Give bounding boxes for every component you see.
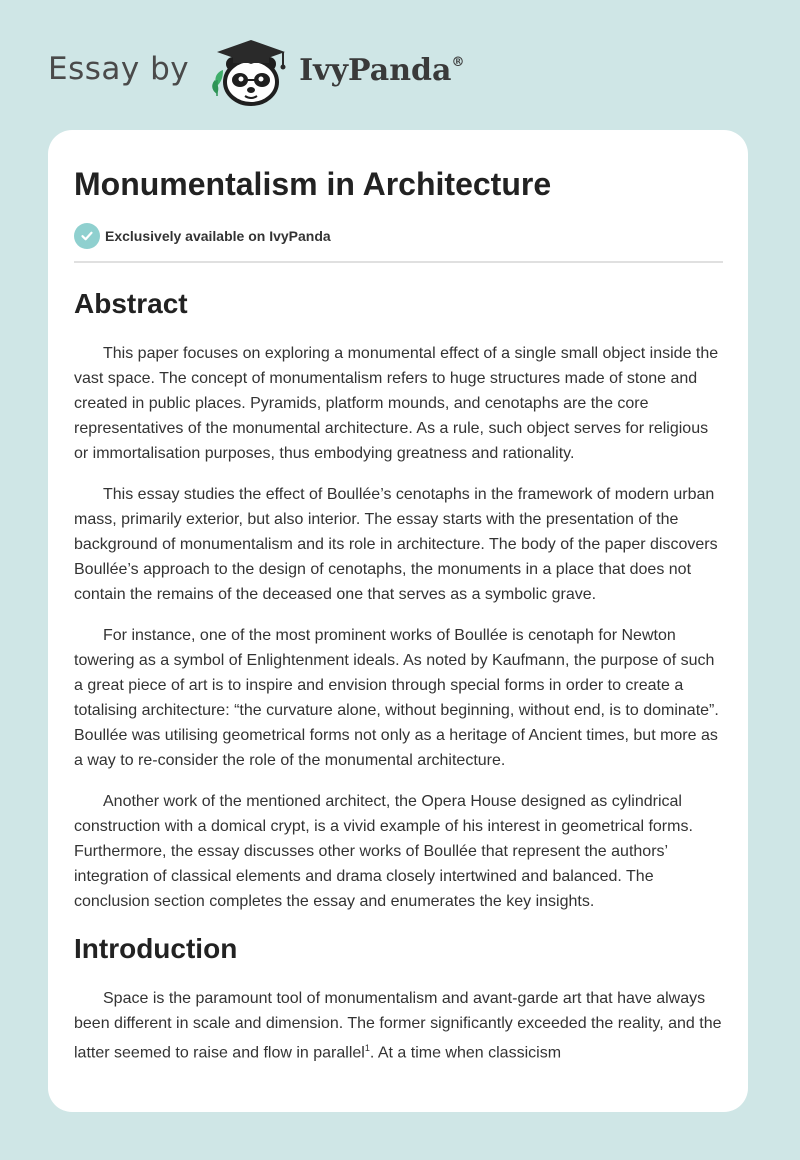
paragraph xyxy=(74,986,723,1065)
paragraph: This paper focuses on exploring a monumental effect of a single small object inside the vast space. The concept of monumentalism refers to huge structures made of stone and created in public places. Pyramids, platform mounds, and cenotaphs are the core representatives of the monumental architecture. As a rule, such object serves for religious or immortalisation purposes, thus embodying greatness and rationality. xyxy=(74,345,719,462)
paragraph: This essay studies the effect of Boullée’s cenotaphs in the framework of modern urban mass, primarily exterior, but also interior. The essay starts with the presentation of the background of monumentalism and its role in architecture. The body of the paper discovers Boullée’s approach to the design of cenotaphs, the monuments in a place that does not contain the remains of the deceased one that serves as a symbolic grave. xyxy=(74,486,718,603)
brand-name-text[interactable]: IvyPanda xyxy=(299,52,452,88)
exclusive-badge-text: Exclusively available on IvyPanda xyxy=(105,228,331,244)
section-heading-abstract: Abstract xyxy=(74,288,188,319)
footnote-link[interactable]: 1 xyxy=(364,1043,370,1053)
registered-mark: ® xyxy=(451,54,465,70)
paragraph: For instance, one of the most prominent works of Boullée is cenotaph for Newton towering as a symbol of Enlightenment ideals. As noted by Kaufmann, the purpose of such a great piece of art is to inspire and envision through special forms in order to create a totalising architecture: “the curvature alone, without beginning, without end, is to dominate”. Boullée was utilising geometrical forms not only as a heritage of Ancient times, but more as a way to re-consider the role of the monumental architecture. xyxy=(74,627,719,769)
paragraph-text: . At a time when classicism xyxy=(369,1044,562,1062)
brand-name[interactable] xyxy=(299,53,464,88)
check-icon xyxy=(74,223,100,249)
essay-by-label: Essay by xyxy=(48,51,190,87)
essay-card xyxy=(48,130,748,1112)
panda-logo-icon[interactable] xyxy=(203,36,295,108)
section-heading-introduction: Introduction xyxy=(74,933,238,964)
paragraph: Another work of the mentioned architect, the Opera House designed as cylindrical construction with a domical crypt, is a vivid example of his interest in geometrical forms. Furthermore, the essay discusses other works of Boullée that represent the authors’ integration of classical elements and drama closely intertwined and balanced. The conclusion section completes the essay and enumerates the key insights. xyxy=(74,793,693,910)
divider xyxy=(74,261,723,263)
paragraph-text: Space is the paramount tool of monumentalism and avant-garde art that have always been different in scale and dimension. The former significantly exceeded the reality, and the latter seemed to raise and flow in parallel xyxy=(74,990,722,1062)
exclusive-badge xyxy=(74,223,723,249)
page-title: Monumentalism in Architecture xyxy=(74,166,552,202)
site-header xyxy=(48,36,464,108)
